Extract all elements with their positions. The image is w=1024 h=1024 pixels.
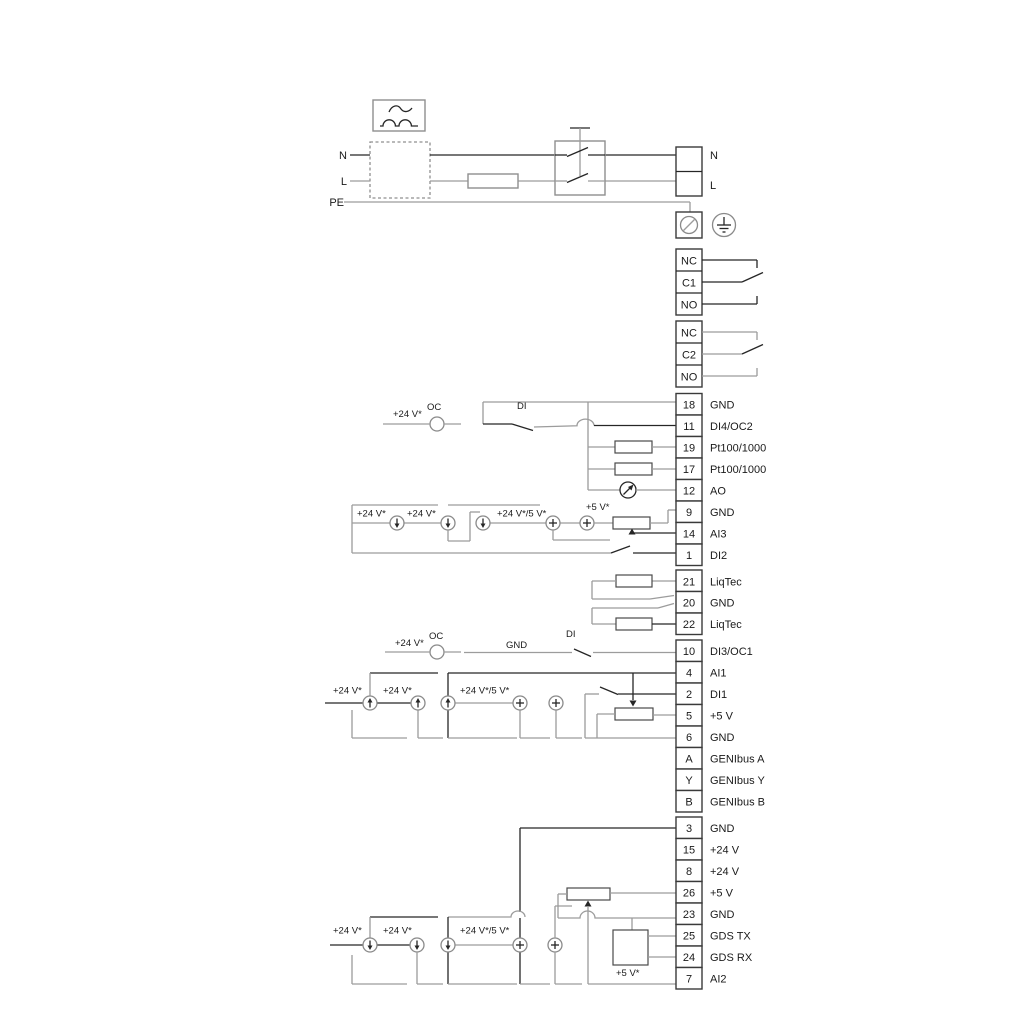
relay-2 bbox=[676, 321, 763, 387]
section-ai1-di1 bbox=[325, 673, 676, 738]
label-24v-oc2: +24 V* bbox=[393, 409, 422, 420]
svg-text:B: B bbox=[685, 796, 693, 809]
svg-text:1: 1 bbox=[685, 550, 693, 562]
terminal-10 bbox=[676, 640, 702, 662]
terminal-12 bbox=[676, 480, 702, 502]
svg-text:25: 25 bbox=[682, 930, 696, 943]
svg-text:4: 4 bbox=[685, 667, 693, 680]
terminal-A-label: GENIbus A bbox=[710, 753, 765, 766]
relay2-nc: NC bbox=[681, 327, 697, 340]
relay2-no: NO bbox=[680, 371, 698, 384]
terminal-2 bbox=[676, 683, 702, 705]
oc-source-icon bbox=[430, 645, 444, 659]
label-di4: DI bbox=[517, 401, 527, 412]
label-24v-5v: +24 V*/5 V* bbox=[460, 925, 510, 937]
section-liqtec bbox=[592, 575, 676, 630]
label-24v-5v: +24 V*/5 V* bbox=[460, 685, 510, 697]
terminal-26-label: +5 V bbox=[710, 887, 733, 900]
label-oc2: OC bbox=[427, 402, 442, 413]
svg-text:12: 12 bbox=[682, 485, 696, 498]
terminal-1 bbox=[676, 544, 702, 566]
di2-switch bbox=[352, 546, 676, 553]
terminal-21-label: LiqTec bbox=[710, 576, 742, 589]
plus-source-icon bbox=[580, 516, 594, 530]
terminal-8-label: +24 V bbox=[710, 866, 740, 878]
plus-source-icon bbox=[513, 696, 527, 710]
terminal-14-label: AI3 bbox=[710, 528, 727, 541]
svg-text:15: 15 bbox=[682, 844, 696, 857]
current-source-down-icon bbox=[390, 516, 404, 530]
terminal-19 bbox=[676, 437, 702, 459]
terminal-10-label: DI3/OC1 bbox=[710, 646, 753, 658]
label-pe: PE bbox=[329, 197, 344, 209]
svg-text:2: 2 bbox=[685, 689, 693, 701]
svg-text:Y: Y bbox=[685, 775, 693, 787]
current-source-down-icon bbox=[363, 938, 377, 952]
terminal-20-label: GND bbox=[710, 597, 735, 610]
label-24v-1: +24 V* bbox=[333, 925, 362, 937]
plus-source-icon bbox=[513, 938, 527, 952]
terminal-7 bbox=[676, 968, 702, 990]
svg-text:17: 17 bbox=[682, 464, 696, 476]
terminal-25-label: GDS TX bbox=[710, 930, 751, 943]
potentiometer bbox=[597, 673, 676, 738]
terminal-n-l bbox=[676, 147, 718, 196]
terminal-Y bbox=[676, 769, 702, 791]
svg-text:18: 18 bbox=[682, 399, 696, 412]
terminal-14 bbox=[676, 523, 702, 545]
terminal-12-label: AO bbox=[710, 485, 726, 498]
terminal-23-label: GND bbox=[710, 909, 735, 921]
current-source-up-icon bbox=[363, 696, 377, 710]
svg-text:6: 6 bbox=[685, 732, 693, 744]
label-24v-1: +24 V* bbox=[357, 508, 386, 520]
svg-text:20: 20 bbox=[682, 597, 696, 610]
current-source-up-icon bbox=[411, 696, 425, 710]
terminal-A bbox=[676, 748, 702, 770]
label-oc1: OC bbox=[429, 631, 444, 642]
terminal-9-label: GND bbox=[710, 507, 735, 519]
pt100-resistor-2 bbox=[588, 463, 676, 475]
power-wires bbox=[344, 155, 690, 212]
terminal-5-label: +5 V bbox=[710, 710, 733, 723]
current-source-down-icon bbox=[410, 938, 424, 952]
terminal-11 bbox=[676, 415, 702, 437]
terminal-B-label: GENIbus B bbox=[710, 796, 766, 809]
relay2-c2: C2 bbox=[681, 349, 697, 362]
terminal-22-label: LiqTec bbox=[710, 619, 742, 631]
terminal-3-label: GND bbox=[710, 823, 735, 835]
current-source-down-icon bbox=[476, 516, 490, 530]
label-24v-5v: +24 V*/5 V* bbox=[497, 508, 547, 520]
current-source-down-icon bbox=[441, 516, 455, 530]
svg-text:5: 5 bbox=[685, 710, 693, 723]
relay1-nc: NC bbox=[681, 255, 697, 268]
terminal-24 bbox=[676, 946, 702, 968]
terminal-15-label: +24 V bbox=[710, 844, 740, 857]
terminal-7-label: AI2 bbox=[710, 973, 727, 986]
terminal-11-label: DI4/OC2 bbox=[710, 421, 753, 433]
label-24v-1: +24 V* bbox=[333, 685, 362, 697]
label-n-right: N bbox=[710, 150, 718, 162]
terminal-4-label: AI1 bbox=[710, 667, 727, 680]
relay1-no: NO bbox=[680, 299, 698, 312]
terminal-22 bbox=[676, 613, 702, 635]
svg-text:A: A bbox=[685, 753, 693, 766]
terminal-strip bbox=[676, 394, 766, 990]
current-source-up-icon bbox=[441, 696, 455, 710]
label-gnd-wire: GND bbox=[506, 640, 528, 651]
label-di3: DI bbox=[566, 629, 576, 640]
plus-source-icon bbox=[548, 938, 562, 952]
gds-module-box bbox=[613, 918, 676, 979]
terminal-3 bbox=[676, 817, 702, 839]
analog-output-meter-icon bbox=[588, 482, 676, 498]
terminal-24-label: GDS RX bbox=[710, 952, 753, 964]
sine-converter-icon bbox=[373, 100, 425, 131]
terminal-23 bbox=[676, 903, 702, 925]
terminal-8 bbox=[676, 860, 702, 882]
terminal-6 bbox=[676, 726, 702, 748]
section-di4-oc2 bbox=[383, 401, 676, 498]
terminal-Y-label: GENIbus Y bbox=[710, 775, 765, 787]
label-5v-gds: +5 V* bbox=[616, 968, 640, 979]
power-section bbox=[329, 100, 735, 238]
svg-text:23: 23 bbox=[682, 909, 696, 921]
potentiometer bbox=[594, 510, 676, 535]
oc-source-icon bbox=[430, 417, 444, 431]
pt100-resistor-1 bbox=[588, 441, 676, 453]
svg-text:21: 21 bbox=[682, 576, 696, 589]
svg-text:7: 7 bbox=[685, 973, 693, 986]
relay2-contact bbox=[702, 332, 763, 376]
section-ai2-gds bbox=[330, 828, 676, 984]
svg-text:24: 24 bbox=[682, 952, 696, 964]
label-n-left: N bbox=[339, 150, 347, 162]
terminal-4 bbox=[676, 662, 702, 684]
label-l-left: L bbox=[340, 176, 347, 188]
terminal-9 bbox=[676, 501, 702, 523]
emc-filter-dashed-box bbox=[370, 142, 430, 198]
di3-switch bbox=[574, 649, 676, 657]
terminal-17 bbox=[676, 458, 702, 480]
label-5v: +5 V* bbox=[586, 502, 610, 513]
svg-text:19: 19 bbox=[682, 442, 696, 455]
liqtec-sensor-2 bbox=[592, 604, 676, 631]
current-source-down-icon bbox=[441, 938, 455, 952]
terminal-B bbox=[676, 791, 702, 813]
relay-1 bbox=[676, 249, 763, 315]
terminal-1-label: DI2 bbox=[710, 550, 728, 562]
terminal-18-label: GND bbox=[710, 399, 735, 412]
terminal-15 bbox=[676, 839, 702, 861]
label-24v-oc1: +24 V* bbox=[395, 638, 424, 649]
section-di3-oc1 bbox=[385, 629, 676, 659]
svg-text:10: 10 bbox=[682, 646, 696, 658]
di4-switch bbox=[483, 419, 676, 430]
plus-source-icon bbox=[549, 696, 563, 710]
terminal-17-label: Pt100/1000 bbox=[710, 464, 767, 476]
double-pole-switch bbox=[555, 128, 605, 195]
svg-text:3: 3 bbox=[685, 823, 693, 835]
svg-text:14: 14 bbox=[682, 528, 696, 541]
terminal-21 bbox=[676, 570, 702, 592]
label-24v-2: +24 V* bbox=[407, 508, 436, 520]
label-24v-2: +24 V* bbox=[383, 925, 412, 937]
relay1-contact bbox=[702, 260, 763, 304]
terminal-5 bbox=[676, 705, 702, 727]
svg-text:22: 22 bbox=[682, 619, 696, 631]
svg-text:9: 9 bbox=[685, 507, 693, 519]
terminal-19-label: Pt100/1000 bbox=[710, 442, 767, 455]
pe-screw-terminal bbox=[676, 212, 702, 238]
liqtec-sensor-1 bbox=[592, 575, 676, 599]
terminal-20 bbox=[676, 592, 702, 614]
section-ai3-di2 bbox=[352, 502, 676, 553]
terminal-25 bbox=[676, 925, 702, 947]
fuse bbox=[468, 174, 518, 188]
svg-text:8: 8 bbox=[685, 866, 693, 878]
terminal-2-label: DI1 bbox=[710, 689, 728, 701]
terminal-26 bbox=[676, 882, 702, 904]
terminal-18 bbox=[676, 394, 702, 416]
relay1-c1: C1 bbox=[681, 277, 697, 290]
svg-text:11: 11 bbox=[683, 421, 695, 433]
label-24v-2: +24 V* bbox=[383, 685, 412, 697]
earth-ground-icon bbox=[713, 214, 736, 237]
terminal-6-label: GND bbox=[710, 732, 735, 744]
plus-source-icon bbox=[546, 516, 560, 530]
svg-text:26: 26 bbox=[682, 887, 696, 900]
label-l-right: L bbox=[710, 180, 717, 192]
